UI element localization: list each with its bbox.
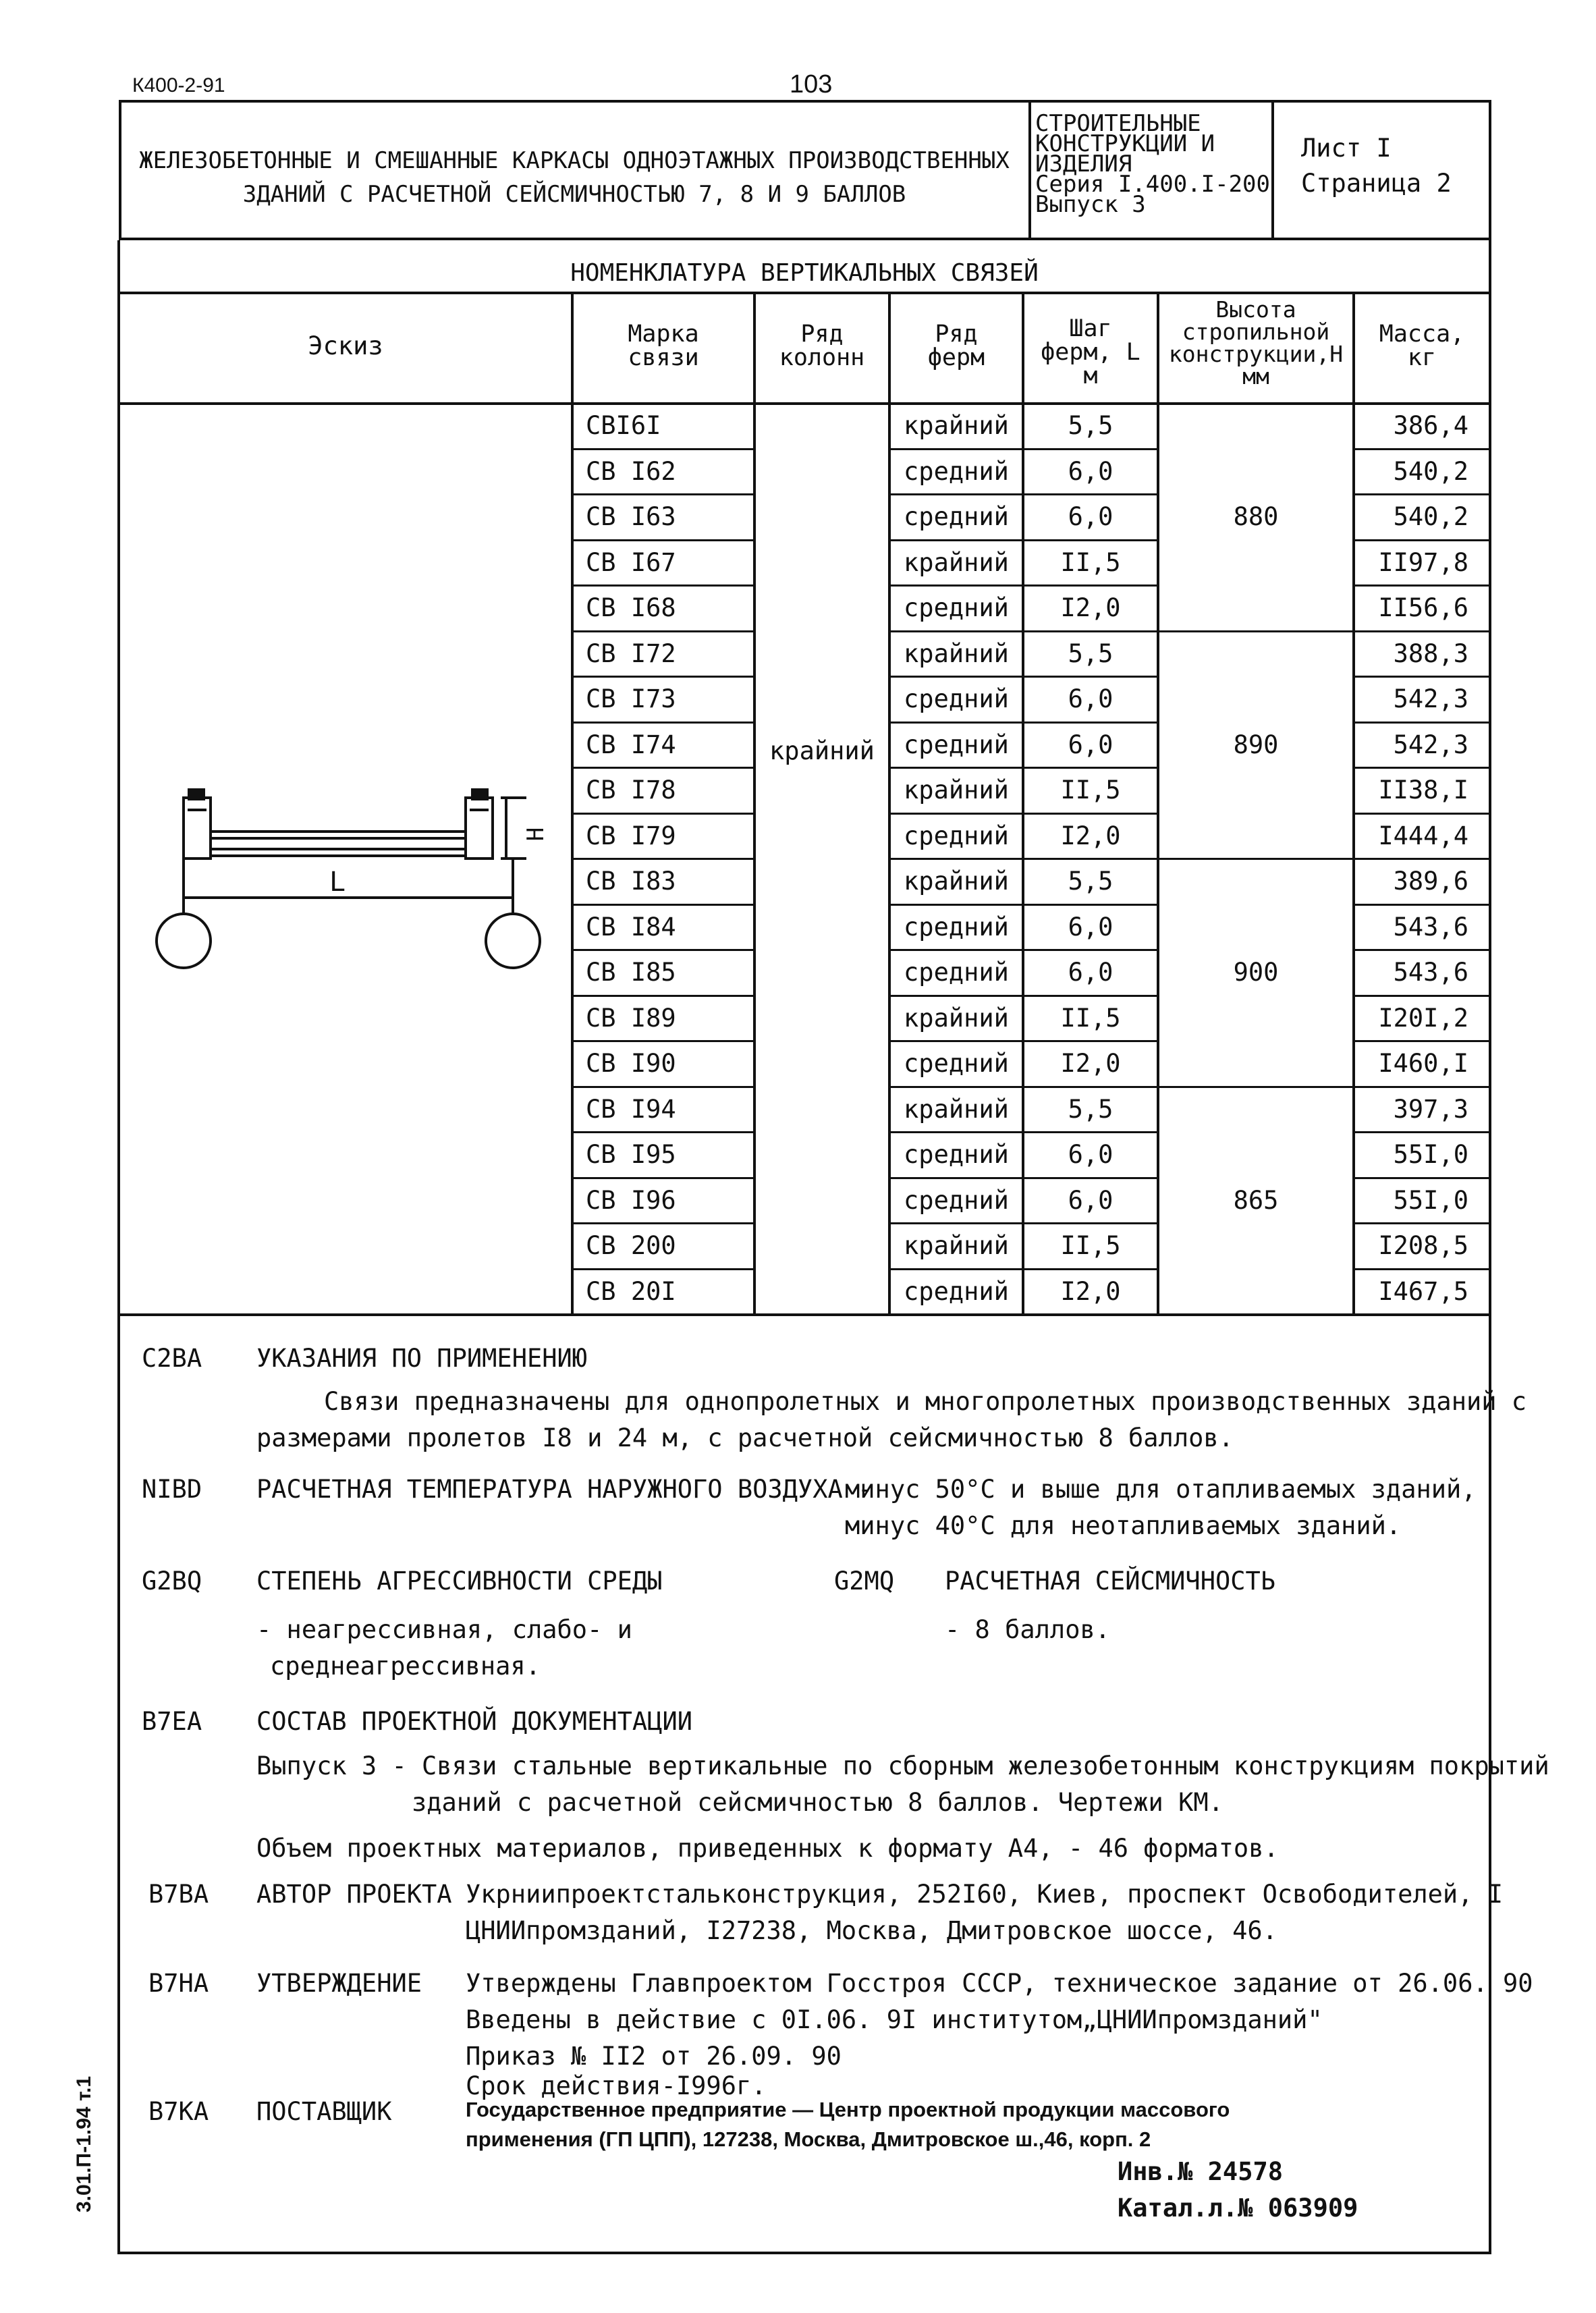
row-divider xyxy=(571,676,753,678)
section-text: минус 50°С и выше для отапливаемых зданий, xyxy=(845,1475,1477,1504)
section-code-nibd: NIBD xyxy=(142,1475,202,1504)
header-step xyxy=(1024,317,1157,388)
row-divider xyxy=(1352,1177,1491,1179)
cell-step: 6,0 xyxy=(1068,456,1113,486)
cell-truss-row: крайний xyxy=(904,1003,1009,1033)
cell-truss-row: крайний xyxy=(904,1094,1009,1124)
row-divider xyxy=(1352,584,1491,587)
cell-mark: СВ I85 xyxy=(586,958,676,987)
row-divider xyxy=(888,995,1023,997)
cell-step: II,5 xyxy=(1060,1231,1121,1260)
section-text: размерами пролетов I8 и 24 м, с расчетной сейсмичностью 8 баллов. xyxy=(256,1423,1234,1452)
cell-truss-row: средний xyxy=(904,502,1009,531)
row-divider xyxy=(1022,1086,1157,1088)
header-mark-line: Марка xyxy=(628,321,699,348)
section-text: Срок действия-I996г. xyxy=(466,2071,767,2100)
cell-mass: 389,6 xyxy=(1393,867,1468,896)
header-mass-line: кг xyxy=(1407,344,1437,371)
cell-mark: СВ I67 xyxy=(586,547,676,577)
header-step-line: ферм, L xyxy=(1041,339,1140,366)
header-height-line: стропильной xyxy=(1182,319,1330,345)
cell-mass: I460,I xyxy=(1378,1049,1468,1078)
cell-mark: СВI6I xyxy=(586,411,661,440)
row-divider xyxy=(888,1177,1023,1179)
cell-truss-row: крайний xyxy=(904,775,1009,805)
cell-truss-row: средний xyxy=(904,821,1009,850)
header-truss-row-line: Ряд xyxy=(935,321,978,348)
row-divider xyxy=(1022,949,1157,951)
cell-mass: II38,I xyxy=(1378,775,1468,805)
section-text: ЦНИИпромзданий, I27238, Москва, Дмитровское шоссе, 46. xyxy=(466,1916,1277,1945)
page-label: Страница 2 xyxy=(1301,169,1452,198)
cell-mass: 540,2 xyxy=(1393,502,1468,531)
row-divider xyxy=(571,995,753,997)
row-divider xyxy=(888,493,1023,495)
cell-step: 6,0 xyxy=(1068,502,1113,531)
row-divider xyxy=(571,1131,753,1133)
row-divider xyxy=(1022,767,1157,769)
row-divider xyxy=(571,722,753,724)
row-divider xyxy=(1352,1268,1491,1270)
row-divider xyxy=(571,539,753,541)
section-text: Приказ № II2 от 26.09. 90 xyxy=(466,2042,842,2071)
sheet-label: Лист I xyxy=(1301,134,1392,163)
row-divider xyxy=(1022,1040,1157,1042)
section-title-c2ba: УКАЗАНИЯ ПО ПРИМЕНЕНИЮ xyxy=(256,1344,588,1373)
cell-mass: 543,6 xyxy=(1393,958,1468,987)
row-divider xyxy=(1022,722,1157,724)
cell-truss-row: средний xyxy=(904,730,1009,759)
row-divider xyxy=(888,1040,1023,1042)
header-height-line: мм xyxy=(1242,363,1269,389)
row-divider xyxy=(1022,676,1157,678)
title-line-2: ЗДАНИЙ С РАСЧЕТНОЙ СЕЙСМИЧНОСТЬЮ 7, 8 И 9 БАЛЛОВ xyxy=(242,181,906,208)
section-code-b7ba: B7BA xyxy=(148,1880,209,1909)
cell-mark: СВ I73 xyxy=(586,684,676,713)
cell-step: I2,0 xyxy=(1060,1049,1121,1078)
cell-mark: СВ I78 xyxy=(586,775,676,805)
row-divider xyxy=(1352,1222,1491,1224)
row-divider xyxy=(571,1040,753,1042)
row-divider xyxy=(571,949,753,951)
header-column-row xyxy=(756,323,888,370)
row-divider xyxy=(888,949,1023,951)
section-code-b7ea: B7EA xyxy=(142,1707,202,1736)
row-divider xyxy=(571,448,753,450)
row-divider xyxy=(1352,1086,1491,1088)
row-divider xyxy=(571,630,753,632)
cell-truss-row: средний xyxy=(904,1276,1009,1306)
row-divider xyxy=(1022,539,1157,541)
row-divider xyxy=(571,767,753,769)
cell-truss-row: средний xyxy=(904,1140,1009,1169)
row-divider xyxy=(888,584,1023,587)
series-line: СТРОИТЕЛЬНЫЕ xyxy=(1035,110,1201,137)
cell-mass: 543,6 xyxy=(1393,912,1468,942)
section-text: Укрниипроектстальконструкция, 252I60, Киев, проспект Освободителей, I xyxy=(466,1880,1504,1909)
row-divider xyxy=(1022,448,1157,450)
series-block xyxy=(1035,110,1270,218)
cell-step: 6,0 xyxy=(1068,1140,1113,1169)
cell-step: I2,0 xyxy=(1060,821,1121,850)
cell-truss-row: средний xyxy=(904,456,1009,486)
section-text: - неагрессивная, слабо- и xyxy=(256,1615,632,1644)
row-divider xyxy=(1352,722,1491,724)
header-column-row-line: Ряд xyxy=(800,321,844,348)
row-divider xyxy=(888,448,1023,450)
header-truss-row-line: ферм xyxy=(927,344,985,371)
row-divider xyxy=(571,1086,753,1088)
cell-step: 6,0 xyxy=(1068,912,1113,942)
row-divider xyxy=(1022,493,1157,495)
row-divider xyxy=(888,813,1023,815)
row-divider xyxy=(1352,949,1491,951)
section-title-g2bq: СТЕПЕНЬ АГРЕССИВНОСТИ СРЕДЫ xyxy=(256,1567,663,1596)
cell-step: 5,5 xyxy=(1068,867,1113,896)
row-divider xyxy=(1022,1222,1157,1224)
row-divider xyxy=(1352,858,1491,860)
cell-step: 6,0 xyxy=(1068,684,1113,713)
cell-height: 890 xyxy=(1233,730,1279,759)
row-divider xyxy=(571,1268,753,1270)
cell-step: I2,0 xyxy=(1060,593,1121,622)
header-height-line: конструкции,Н xyxy=(1168,341,1344,367)
row-divider xyxy=(1157,1086,1352,1088)
row-divider xyxy=(1022,1131,1157,1133)
cell-mark: СВ I90 xyxy=(586,1049,676,1078)
section-text: среднеагрессивная. xyxy=(270,1652,541,1681)
section-text: Объем проектных материалов, приведенных к формату А4, - 46 форматов. xyxy=(256,1834,1279,1863)
row-divider xyxy=(1157,858,1352,860)
page-number: 103 xyxy=(790,70,833,99)
cell-mass: I467,5 xyxy=(1378,1276,1468,1306)
cell-truss-row: крайний xyxy=(904,547,1009,577)
cell-mass: 542,3 xyxy=(1393,684,1468,713)
row-divider xyxy=(888,676,1023,678)
header-mark-line: связи xyxy=(628,344,699,371)
cell-mark: СВ 200 xyxy=(586,1231,676,1260)
section-title-b7ka: ПОСТАВЩИК xyxy=(256,2097,392,2126)
cell-step: II,5 xyxy=(1060,1003,1121,1033)
cell-mass: 542,3 xyxy=(1393,730,1468,759)
row-divider xyxy=(571,1222,753,1224)
row-divider xyxy=(888,767,1023,769)
cell-truss-row: средний xyxy=(904,1185,1009,1215)
header-truss-row xyxy=(891,323,1022,370)
cell-height: 900 xyxy=(1233,958,1279,987)
row-divider xyxy=(571,584,753,587)
section-title-b7ba: АВТОР ПРОЕКТА xyxy=(256,1880,452,1909)
row-divider xyxy=(1022,995,1157,997)
sketch-label-l: L xyxy=(329,867,346,898)
cell-mass: I444,4 xyxy=(1378,821,1468,850)
row-divider xyxy=(1157,630,1352,632)
cell-step: 6,0 xyxy=(1068,958,1113,987)
cell-mark: СВ I72 xyxy=(586,638,676,668)
cell-mark: СВ I94 xyxy=(586,1094,676,1124)
section-title-b7ha: УТВЕРЖДЕНИЕ xyxy=(256,1969,422,1998)
table-caption: НОМЕНКЛАТУРА ВЕРТИКАЛЬНЫХ СВЯЗЕЙ xyxy=(570,259,1039,287)
cell-truss-row: крайний xyxy=(904,411,1009,440)
section-code-b7ha: B7HA xyxy=(148,1969,209,1998)
cell-mark: СВ I96 xyxy=(586,1185,676,1215)
cell-truss-row: крайний xyxy=(904,638,1009,668)
row-divider xyxy=(1352,448,1491,450)
section-text: - 8 баллов. xyxy=(945,1615,1111,1644)
cell-truss-row: средний xyxy=(904,593,1009,622)
cell-mass: 388,3 xyxy=(1393,638,1468,668)
header-sketch: Эскиз xyxy=(308,331,383,360)
side-code: 3.01.П-1.94 т.1 xyxy=(73,2075,95,2213)
row-divider xyxy=(1352,539,1491,541)
section-title-nibd: РАСЧЕТНАЯ ТЕМПЕРАТУРА НАРУЖНОГО ВОЗДУХА - xyxy=(256,1475,873,1504)
row-divider xyxy=(1022,630,1157,632)
cell-mass: I20I,2 xyxy=(1378,1003,1468,1033)
inventory-number: Инв.№ 24578 xyxy=(1118,2157,1284,2186)
section-text: Выпуск 3 - Связи стальные вертикальные по сборным железобетонным конструкциям покрытий xyxy=(256,1751,1549,1780)
bracing-sketch xyxy=(148,783,567,985)
cell-mark: СВ I89 xyxy=(586,1003,676,1033)
header-mass xyxy=(1355,323,1489,370)
header-column-row-line: колонн xyxy=(779,344,865,371)
row-divider xyxy=(888,1086,1023,1088)
cell-mass: I208,5 xyxy=(1378,1231,1468,1260)
header-height-line: Высота xyxy=(1215,296,1296,323)
column-row-value: крайний xyxy=(769,736,875,765)
series-line: КОНСТРУКЦИИ И xyxy=(1035,130,1215,157)
cell-step: I2,0 xyxy=(1060,1276,1121,1306)
cell-mark: СВ I68 xyxy=(586,593,676,622)
row-divider xyxy=(1022,584,1157,587)
cell-mass: 540,2 xyxy=(1393,456,1468,486)
cell-truss-row: крайний xyxy=(904,1231,1009,1260)
row-divider xyxy=(571,858,753,860)
section-text: зданий с расчетной сейсмичностью 8 баллов. Чертежи КМ. xyxy=(412,1788,1223,1817)
cell-mass: 397,3 xyxy=(1393,1094,1468,1124)
row-divider xyxy=(1352,1040,1491,1042)
cell-step: 5,5 xyxy=(1068,638,1113,668)
row-divider xyxy=(1352,630,1491,632)
cell-truss-row: средний xyxy=(904,958,1009,987)
row-divider xyxy=(1352,1131,1491,1133)
document-code: К400-2-91 xyxy=(132,74,225,97)
cell-step: 6,0 xyxy=(1068,1185,1113,1215)
cell-truss-row: средний xyxy=(904,684,1009,713)
section-code-c2ba: C2BA xyxy=(142,1344,202,1373)
row-divider xyxy=(888,1268,1023,1270)
row-divider xyxy=(888,539,1023,541)
cell-truss-row: крайний xyxy=(904,867,1009,896)
row-divider xyxy=(1352,676,1491,678)
header-height xyxy=(1159,298,1352,387)
row-divider xyxy=(1352,767,1491,769)
section-code-b7ka: B7KA xyxy=(148,2097,209,2126)
row-divider xyxy=(888,1131,1023,1133)
cell-mark: СВ I95 xyxy=(586,1140,676,1169)
cell-mass: II97,8 xyxy=(1378,547,1468,577)
row-divider xyxy=(888,904,1023,906)
row-divider xyxy=(1022,1177,1157,1179)
cell-mass: II56,6 xyxy=(1378,593,1468,622)
row-divider xyxy=(571,813,753,815)
sketch-label-h: Н xyxy=(522,827,550,842)
cell-step: II,5 xyxy=(1060,775,1121,805)
cell-mass: 55I,0 xyxy=(1393,1140,1468,1169)
header-mark xyxy=(574,323,753,370)
row-divider xyxy=(1022,813,1157,815)
section-title-g2mq: РАСЧЕТНАЯ СЕЙСМИЧНОСТЬ xyxy=(945,1567,1276,1596)
header-step-line: Шаг xyxy=(1069,315,1112,342)
row-divider xyxy=(888,858,1023,860)
cell-mark: СВ I62 xyxy=(586,456,676,486)
cell-step: 5,5 xyxy=(1068,1094,1113,1124)
cell-mark: СВ 20I xyxy=(586,1276,676,1306)
section-code-g2bq: G2BQ xyxy=(142,1567,202,1596)
section-text: Введены в действие с 0I.06. 9I институтом„ЦНИИпромзданий" xyxy=(466,2005,1323,2034)
row-divider xyxy=(571,1177,753,1179)
catalog-number: Катал.л.№ 063909 xyxy=(1118,2194,1358,2223)
cell-truss-row: средний xyxy=(904,912,1009,942)
cell-mark: СВ I74 xyxy=(586,730,676,759)
row-divider xyxy=(1022,904,1157,906)
series-line: Выпуск 3 xyxy=(1035,191,1146,218)
row-divider xyxy=(1022,858,1157,860)
cell-mass: 386,4 xyxy=(1393,411,1468,440)
cell-truss-row: средний xyxy=(904,1049,1009,1078)
cell-step: II,5 xyxy=(1060,547,1121,577)
cell-mark: СВ I79 xyxy=(586,821,676,850)
series-line: Серия I.400.I-200 xyxy=(1035,171,1270,198)
series-line: ИЗДЕЛИЯ xyxy=(1035,151,1132,178)
row-divider xyxy=(888,1222,1023,1224)
supplier-text: Государственное предприятие — Центр проектной продукции массового xyxy=(466,2098,1230,2121)
section-title-b7ea: СОСТАВ ПРОЕКТНОЙ ДОКУМЕНТАЦИИ xyxy=(256,1707,693,1736)
section-text: Утверждены Главпроектом Госстроя СССР, техническое задание от 26.06. 90 xyxy=(466,1969,1533,1998)
cell-height: 880 xyxy=(1233,502,1279,531)
header-mass-line: Масса, xyxy=(1379,321,1465,348)
cell-step: 6,0 xyxy=(1068,730,1113,759)
row-divider xyxy=(1352,995,1491,997)
supplier-text: применения (ГП ЦПП), 127238, Москва, Дмитровское ш.,46, корп. 2 xyxy=(466,2127,1151,2151)
cell-mark: СВ I84 xyxy=(586,912,676,942)
section-text: минус 40°С для неотапливаемых зданий. xyxy=(845,1511,1402,1540)
cell-mark: СВ I83 xyxy=(586,867,676,896)
cell-height: 865 xyxy=(1233,1185,1279,1215)
section-text: Связи предназначены для однопролетных и многопролетных производственных зданий с xyxy=(324,1387,1527,1416)
row-divider xyxy=(1352,493,1491,495)
header-step-line: м xyxy=(1083,362,1098,389)
row-divider xyxy=(1352,904,1491,906)
row-divider xyxy=(571,493,753,495)
section-code-g2mq: G2MQ xyxy=(834,1567,895,1596)
row-divider xyxy=(888,630,1023,632)
row-divider xyxy=(571,904,753,906)
cell-mass: 55I,0 xyxy=(1393,1185,1468,1215)
cell-step: 5,5 xyxy=(1068,411,1113,440)
row-divider xyxy=(1022,1268,1157,1270)
row-divider xyxy=(888,722,1023,724)
row-divider xyxy=(1352,813,1491,815)
cell-mark: СВ I63 xyxy=(586,502,676,531)
title-line-1: ЖЕЛЕЗОБЕТОННЫЕ И СМЕШАННЫЕ КАРКАСЫ ОДНОЭТАЖНЫХ ПРОИЗВОДСТВЕННЫХ xyxy=(139,147,1010,174)
